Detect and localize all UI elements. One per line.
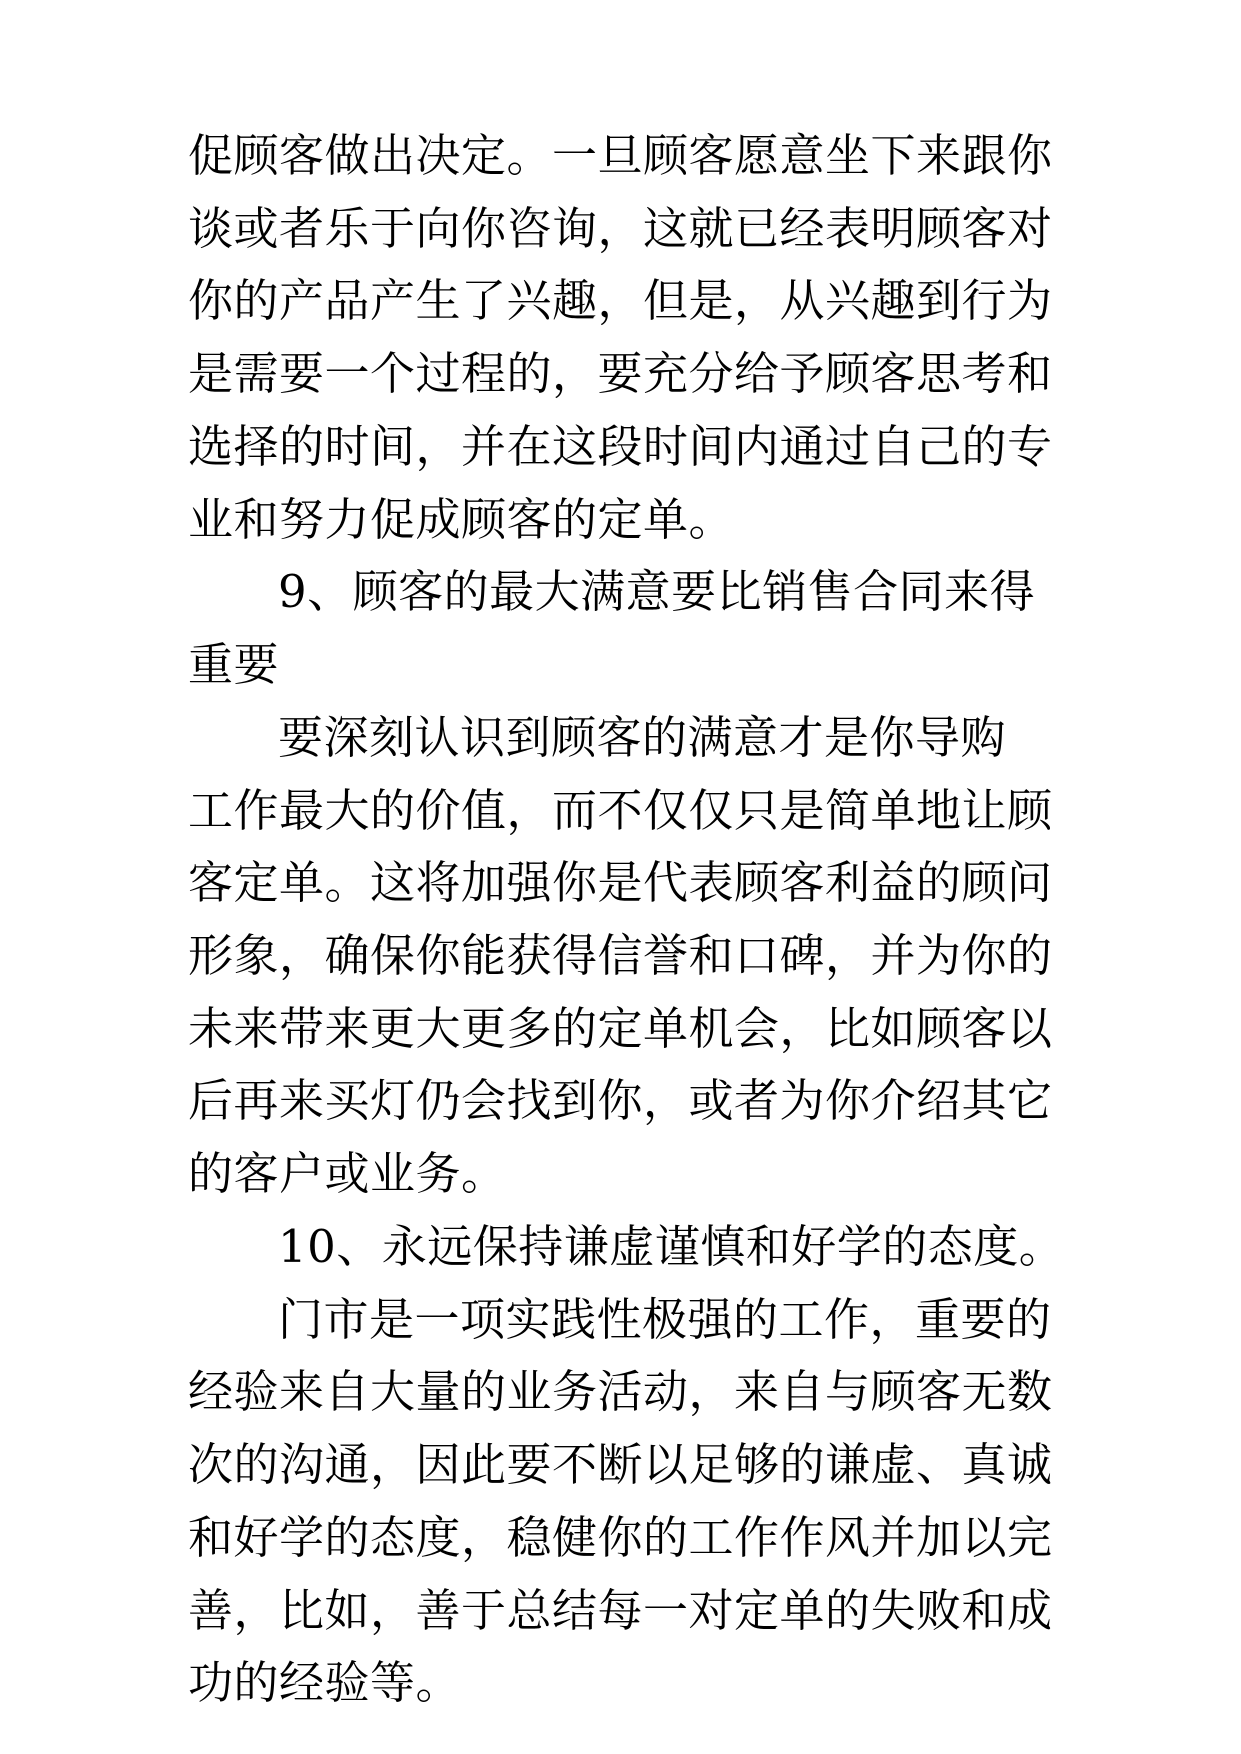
section-heading-10: 10、永远保持谦虚谨慎和好学的态度。 (278, 1219, 1065, 1273)
body-text-line: 经验来自大量的业务活动，来自与顾客无数 (188, 1365, 1053, 1419)
body-text-line: 工作最大的价值，而不仅仅只是简单地让顾 (188, 783, 1053, 837)
body-text-line: 功的经验等。 (188, 1656, 462, 1710)
body-text-line: 客定单。这将加强你是代表顾客利益的顾问 (188, 856, 1053, 910)
body-text-line: 业和努力促成顾客的定单。 (188, 492, 735, 546)
body-text-line: 谈或者乐于向你咨询，这就已经表明顾客对 (188, 201, 1053, 255)
section-heading-9: 9、顾客的最大满意要比销售合同来得 (278, 565, 1036, 619)
body-text-line: 你的产品产生了兴趣，但是，从兴趣到行为 (188, 274, 1053, 328)
paragraph-start: 门市是一项实践性极强的工作，重要的 (278, 1292, 1052, 1346)
body-text-line: 后再来买灯仍会找到你，或者为你介绍其它 (188, 1074, 1053, 1128)
body-text-line: 未来带来更大更多的定单机会，比如顾客以 (188, 1001, 1053, 1055)
body-text-line: 的客户或业务。 (188, 1147, 507, 1201)
body-text-line: 选择的时间，并在这段时间内通过自己的专 (188, 419, 1053, 473)
body-text-line: 和好学的态度，稳健你的工作作风并加以完 (188, 1510, 1053, 1564)
body-text-line: 促顾客做出决定。一旦顾客愿意坐下来跟你 (188, 129, 1053, 182)
body-text-line: 是需要一个过程的，要充分给予顾客思考和 (188, 347, 1053, 401)
body-text-line: 次的沟通，因此要不断以足够的谦虚、真诚 (188, 1438, 1053, 1492)
body-text-line: 形象，确保你能获得信誉和口碑，并为你的 (188, 929, 1053, 982)
section-heading-9-cont: 重要 (188, 638, 280, 692)
paragraph-start: 要深刻认识到顾客的满意才是你导购 (278, 710, 1007, 764)
body-text-line: 善，比如，善于总结每一对定单的失败和成 (188, 1583, 1053, 1637)
